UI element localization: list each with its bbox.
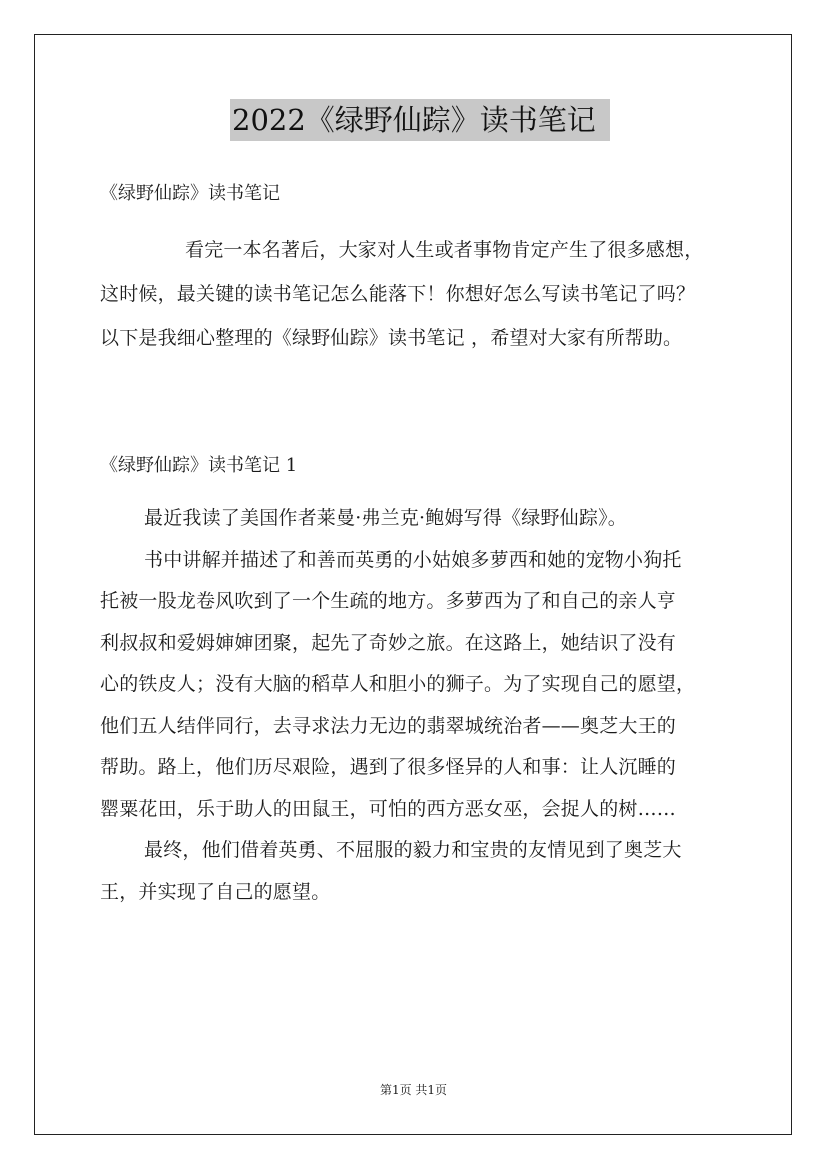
intro-paragraph [100,228,750,360]
section-heading: 《绿野仙踪》读书笔记 1 [100,455,298,476]
body-line: 他们五人结伴同行，去寻求法力无边的翡翠城统治者——奥芝大王的 [100,714,677,737]
body-line: 王，并实现了自己的愿望。 [100,880,331,903]
body-line: 利叔叔和爱姆婶婶团聚，起先了奇妙之旅。在这路上，她结识了没有 [100,631,677,654]
page-footer: 第1页 共1页 [379,1083,448,1097]
intro-line: 这时候，最关键的读书笔记怎么能落下！你想好怎么写读书笔记了吗？ [100,283,696,305]
intro-line: 看完一本名著后，大家对人生或者事物肯定产生了很多感想， [185,239,704,261]
body-line: 最近我读了美国作者莱曼·弗兰克·鲍姆写得《绿野仙踪》。 [144,507,627,529]
body-line: 最终，他们借着英勇、不屈服的毅力和宝贵的友情见到了奥芝大 [144,839,682,861]
document-title: 2022《绿野仙踪》读书笔记 [230,99,610,141]
body-line: 托被一股龙卷风吹到了一个生疏的地方。多萝西为了和自己的亲人亨 [100,590,677,612]
intro-line: 以下是我细心整理的《绿野仙踪》读书笔记 ，希望对大家有所帮助。 [100,327,683,349]
body-line: 帮助。路上，他们历尽艰险，遇到了很多怪异的人和事：让人沉睡的 [100,756,677,778]
document-subtitle: 《绿野仙踪》读书笔记 [100,183,280,204]
body-line: 书中讲解并描述了和善而英勇的小姑娘多萝西和她的宠物小狗托 [144,548,682,571]
body-line: 心的铁皮人；没有大脑的稻草人和胆小的狮子。为了实现自己的愿望， [100,673,696,695]
body-line: 罂粟花田，乐于助人的田鼠王，可怕的西方恶女巫，会捉人的树…… [100,797,677,820]
body-text [100,498,750,913]
